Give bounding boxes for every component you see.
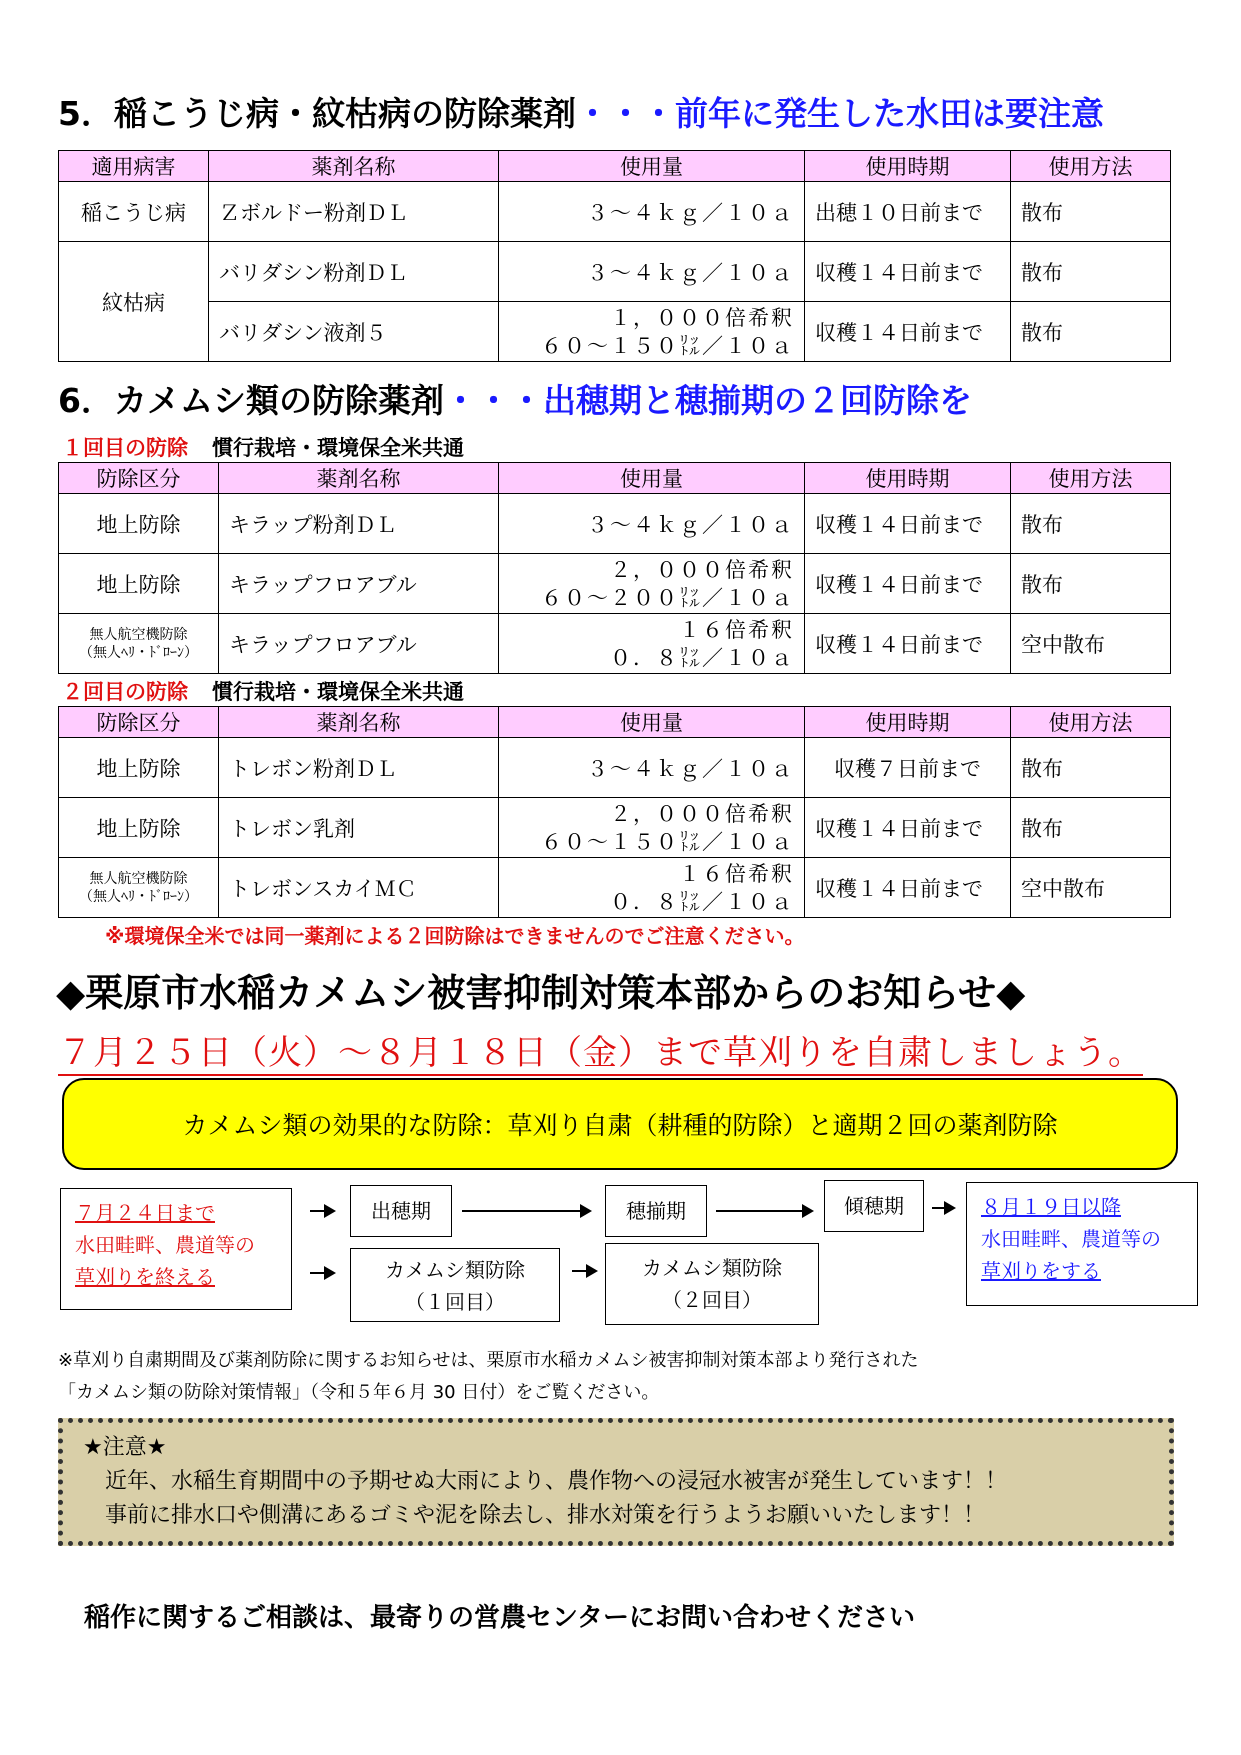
header-amount: 使用量 <box>499 463 805 494</box>
amount-volume: ０．８㍑／１０ａ <box>610 889 794 914</box>
mowing-restraint-period: ７月２５日（火）～８月１８日（金）まで草刈りを自粛しましょう。 <box>58 1025 1143 1076</box>
table-row <box>59 798 1171 858</box>
cell-timing: 出穂１０日前まで <box>805 182 1011 242</box>
arrow-icon <box>716 1210 812 1212</box>
header-timing: 使用時期 <box>805 463 1011 494</box>
cell-name: バリダシン液剤５ <box>209 302 499 362</box>
caution-title: ★注意★ <box>83 1435 167 1460</box>
table-row <box>59 614 1171 674</box>
table-row <box>59 494 1171 554</box>
cell-timing: 収穫１４日前まで <box>805 554 1011 614</box>
cell-method: 散布 <box>1011 302 1171 362</box>
flow-after-text1: 水田畦畔、農道等の <box>981 1227 1161 1251</box>
cell-amount: ３～４ｋｇ／１０ａ <box>499 738 805 798</box>
cell-amount: ３～４ｋｇ／１０ａ <box>499 242 805 302</box>
first-spray-table <box>58 462 1171 674</box>
cell-disease: 紋枯病 <box>59 242 209 362</box>
section5-title-note: ・・・前年に発生した水田は要注意 <box>575 94 1104 133</box>
cell-amount <box>499 798 805 858</box>
arrow-icon <box>932 1207 954 1209</box>
flow-spray-first <box>350 1248 560 1322</box>
amount-dilution: １６倍希釈 <box>679 617 794 642</box>
flow-spray-second-count: （２回目） <box>662 1288 762 1312</box>
cell-name: トレボン粉剤ＤＬ <box>219 738 499 798</box>
table-row <box>59 858 1171 918</box>
header-method: 使用方法 <box>1011 707 1171 738</box>
header-amount: 使用量 <box>499 707 805 738</box>
arrow-icon <box>310 1272 334 1274</box>
amount-dilution: １６倍希釈 <box>679 861 794 886</box>
section5-table <box>58 150 1171 362</box>
header-timing: 使用時期 <box>805 151 1011 182</box>
arrow-icon <box>572 1270 596 1272</box>
header-method: 使用方法 <box>1011 151 1171 182</box>
cell-method: 空中散布 <box>1011 858 1171 918</box>
header-name: 薬剤名称 <box>219 707 499 738</box>
header-amount: 使用量 <box>499 151 805 182</box>
section6-title-note: ・・・出穂期と穂揃期の２回防除を <box>443 381 972 420</box>
category-detail: （無人ﾍﾘ・ﾄﾞﾛｰﾝ） <box>79 644 198 661</box>
notice-title: ◆栗原市水稲カメムシ被害抑制対策本部からのお知らせ◆ <box>56 971 1026 1015</box>
flow-after-text2: 草刈りをする <box>981 1259 1101 1283</box>
section5-title <box>58 88 1104 135</box>
flow-spray-second <box>605 1243 819 1325</box>
effective-control-text: カメムシ類の効果的な防除：草刈り自粛（耕種的防除）と適期２回の薬剤防除 <box>182 1111 1058 1140</box>
cell-name: トレボンスカイＭＣ <box>219 858 499 918</box>
cell-timing: 収穫１４日前まで <box>805 302 1011 362</box>
table-header-row <box>59 151 1171 182</box>
amount-volume: ６０～１５０㍑／１０ａ <box>541 829 794 854</box>
section5-title-main: 5．稲こうじ病・紋枯病の防除薬剤 <box>58 94 576 133</box>
cell-category: 地上防除 <box>59 494 219 554</box>
amount-dilution: ２，０００倍希釈 <box>610 801 794 826</box>
cell-category: 地上防除 <box>59 798 219 858</box>
amount-dilution: ２，０００倍希釈 <box>610 557 794 582</box>
flow-before-text1: 水田畦畔、農道等の <box>75 1233 255 1257</box>
cell-amount: ３～４ｋｇ／１０ａ <box>499 182 805 242</box>
second-spray-scope: 慣行栽培・環境保全米共通 <box>212 680 464 704</box>
table-row <box>59 182 1171 242</box>
amount-volume: ６０～１５０㍑／１０ａ <box>541 333 794 358</box>
caution-box <box>58 1418 1174 1546</box>
footer-contact: 稲作に関するご相談は、最寄りの営農センターにお問い合わせください <box>84 1603 915 1633</box>
header-method: 使用方法 <box>1011 463 1171 494</box>
header-name: 薬剤名称 <box>219 463 499 494</box>
table-row <box>59 738 1171 798</box>
flow-stage-full-heading-label: 穂揃期 <box>626 1199 686 1223</box>
table-header-row <box>59 707 1171 738</box>
table-header-row <box>59 463 1171 494</box>
effective-control-box <box>62 1078 1178 1170</box>
caution-line2: 事前に排水口や側溝にあるゴミや泥を除去し、排水対策を行うようお願いいたします！！ <box>105 1503 986 1528</box>
cell-disease: 稲こうじ病 <box>59 182 209 242</box>
cell-method: 散布 <box>1011 798 1171 858</box>
cell-timing: 収穫１４日前まで <box>805 798 1011 858</box>
cell-method: 散布 <box>1011 494 1171 554</box>
cell-category: 地上防除 <box>59 554 219 614</box>
first-spray-label: １回目の防除 <box>62 436 188 460</box>
cell-amount <box>499 554 805 614</box>
cell-name: キラップフロアブル <box>219 614 499 674</box>
flow-before-date: ７月２４日まで <box>75 1201 215 1225</box>
cell-name: バリダシン粉剤ＤＬ <box>209 242 499 302</box>
header-category: 防除区分 <box>59 463 219 494</box>
second-spray-subtitle <box>62 676 464 706</box>
header-category: 防除区分 <box>59 707 219 738</box>
flow-stage-heading-label: 出穂期 <box>371 1199 431 1223</box>
flow-before-box <box>60 1188 292 1310</box>
table-row <box>59 302 1171 362</box>
cell-name: トレボン乳剤 <box>219 798 499 858</box>
section6-title <box>58 375 972 422</box>
cell-timing: 収穫１４日前まで <box>805 858 1011 918</box>
cell-category <box>59 614 219 674</box>
category-detail: （無人ﾍﾘ・ﾄﾞﾛｰﾝ） <box>79 888 198 905</box>
cell-timing: 収穫７日前まで <box>805 738 1011 798</box>
cell-category <box>59 858 219 918</box>
cell-method: 散布 <box>1011 242 1171 302</box>
flow-after-box <box>966 1182 1198 1306</box>
cell-amount: ３～４ｋｇ／１０ａ <box>499 494 805 554</box>
caution-line1: 近年、水稲生育期間中の予期せぬ大雨により、農作物への浸冠水被害が発生しています！！ <box>105 1469 1008 1494</box>
category-main: 無人航空機防除 <box>89 870 188 887</box>
reference-note <box>58 1345 919 1409</box>
arrow-icon <box>310 1210 334 1212</box>
cell-method: 散布 <box>1011 554 1171 614</box>
first-spray-scope: 慣行栽培・環境保全米共通 <box>212 436 464 460</box>
amount-dilution: １，０００倍希釈 <box>610 305 794 330</box>
second-spray-label: ２回目の防除 <box>62 680 188 704</box>
cell-method: 空中散布 <box>1011 614 1171 674</box>
table-row <box>59 554 1171 614</box>
cell-name: Ｚボルドー粉剤ＤＬ <box>209 182 499 242</box>
category-main: 無人航空機防除 <box>89 626 188 643</box>
header-disease: 適用病害 <box>59 151 209 182</box>
cell-amount <box>499 614 805 674</box>
first-spray-subtitle <box>62 432 464 462</box>
reference-note-line1: ※草刈り自粛期間及び薬剤防除に関するお知らせは、栗原市水稲カメムシ被害抑制対策本部より発行された <box>58 1350 919 1371</box>
arrow-icon <box>462 1210 590 1212</box>
amount-volume: ６０～２００㍑／１０ａ <box>541 585 794 610</box>
cell-amount <box>499 302 805 362</box>
cell-timing: 収穫１４日前まで <box>805 614 1011 674</box>
flow-spray-first-label: カメムシ類防除 <box>385 1258 525 1282</box>
cell-name: キラップフロアブル <box>219 554 499 614</box>
flow-stage-tilting <box>824 1180 924 1232</box>
flow-spray-second-label: カメムシ類防除 <box>642 1256 782 1280</box>
cell-timing: 収穫１４日前まで <box>805 242 1011 302</box>
flow-after-date: ８月１９日以降 <box>981 1195 1121 1219</box>
reference-note-line2: 「カメムシ類の防除対策情報」（令和５年６月 30 日付）をご覧ください。 <box>58 1382 660 1403</box>
cell-method: 散布 <box>1011 738 1171 798</box>
cell-category: 地上防除 <box>59 738 219 798</box>
cell-timing: 収穫１４日前まで <box>805 494 1011 554</box>
cell-name: キラップ粉剤ＤＬ <box>219 494 499 554</box>
flow-stage-tilting-label: 傾穂期 <box>844 1194 904 1218</box>
table-row <box>59 242 1171 302</box>
cell-amount <box>499 858 805 918</box>
header-name: 薬剤名称 <box>209 151 499 182</box>
second-spray-table <box>58 706 1171 918</box>
flow-stage-heading <box>350 1185 452 1237</box>
flow-spray-first-count: （１回目） <box>405 1290 505 1314</box>
flow-stage-full-heading <box>605 1185 707 1237</box>
cell-method: 散布 <box>1011 182 1171 242</box>
header-timing: 使用時期 <box>805 707 1011 738</box>
same-agent-note: ※環境保全米では同一薬剤による２回防除はできませんのでご注意ください。 <box>105 924 805 948</box>
section6-title-main: 6．カメムシ類の防除薬剤 <box>58 381 444 420</box>
flow-before-text2: 草刈りを終える <box>75 1265 215 1289</box>
amount-volume: ０．８㍑／１０ａ <box>610 645 794 670</box>
